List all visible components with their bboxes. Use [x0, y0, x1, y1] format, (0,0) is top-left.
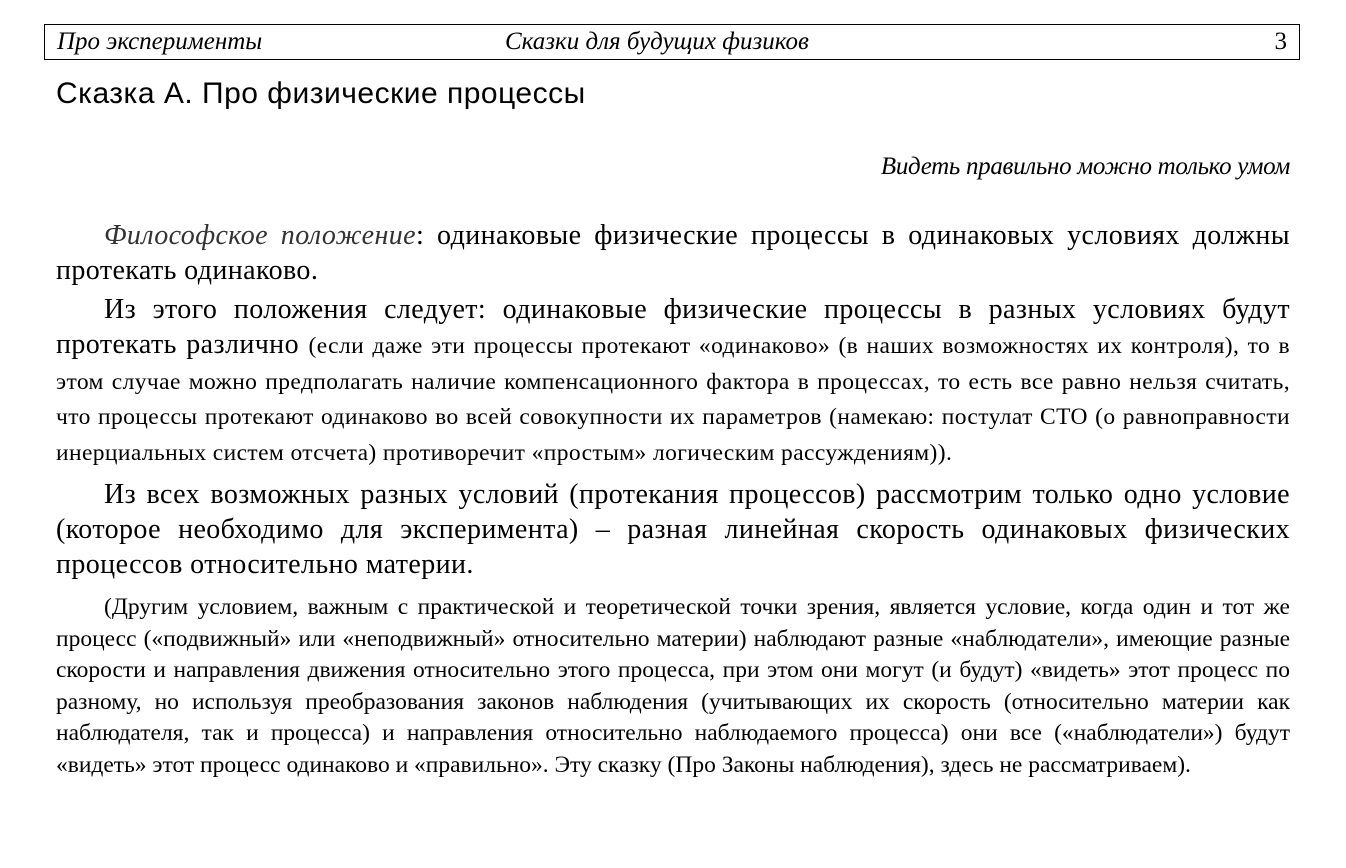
- epigraph: Видеть правильно можно только умом: [880, 153, 1290, 180]
- section-title: Сказка А. Про физические процессы: [56, 77, 586, 110]
- paragraph-text: : одинаковые физические процессы в одинаковых условиях должны протекать одинаково.: [56, 220, 1290, 286]
- paragraph-text-large: Из этого положения следует: одинаковые физические процессы в разных условиях будут протекать различно: [56, 294, 1290, 360]
- paragraph-lead-italic: Философское положение: [104, 220, 416, 251]
- paragraph-condition: Из всех возможных разных условий (протекания процессов) рассмотрим только одно условие (которое необходимо для эксперимента) – разная линейная скорость одинаковых физических процессов относительно материи.: [56, 479, 1290, 580]
- paragraph-text-small: (если даже эти процессы протекают «одинаково» (в наших возможностях их контроля), то в этом случае можно предполагать наличие компенсационного фактора в процессах, то есть все равно нельзя считать, что процессы протекают одинаково во всей совокупности их параметров (намекаю: постулат СТО (о равноправности инерциальных систем отсчета) противоречит «простым» логическим рассуждениям)).: [56, 333, 1291, 466]
- page-number: 3: [1274, 28, 1287, 55]
- body-text: [56, 218, 1290, 781]
- running-header: [44, 24, 1300, 60]
- header-section-name: Про эксперименты: [57, 28, 263, 55]
- header-book-title: Сказки для будущих физиков: [505, 28, 809, 55]
- paragraph-philosophical-position: [56, 218, 1290, 288]
- paragraph-other-condition: (Другим условием, важным с практической и теоретической точки зрения, является условие, когда один и тот же процесс («подвижный» или «неподвижный» относительно материи) наблюдают разные «наблюдатели», имеющие разные скорости и направления движения относительно этого процесса, при этом они могут (и будут) «видеть» этот процесс по разному, но используя преобразования законов наблюдения (учитывающих их скорость (относительно материи как наблюдателя, так и процесса) и направления относительно наблюдаемого процесса) они все («наблюдатели») будут «видеть» этот процесс одинаково и «правильно». Эту сказку (Про Законы наблюдения), здесь не рассматриваем).: [56, 594, 1290, 778]
- paragraph-consequence: [56, 292, 1290, 469]
